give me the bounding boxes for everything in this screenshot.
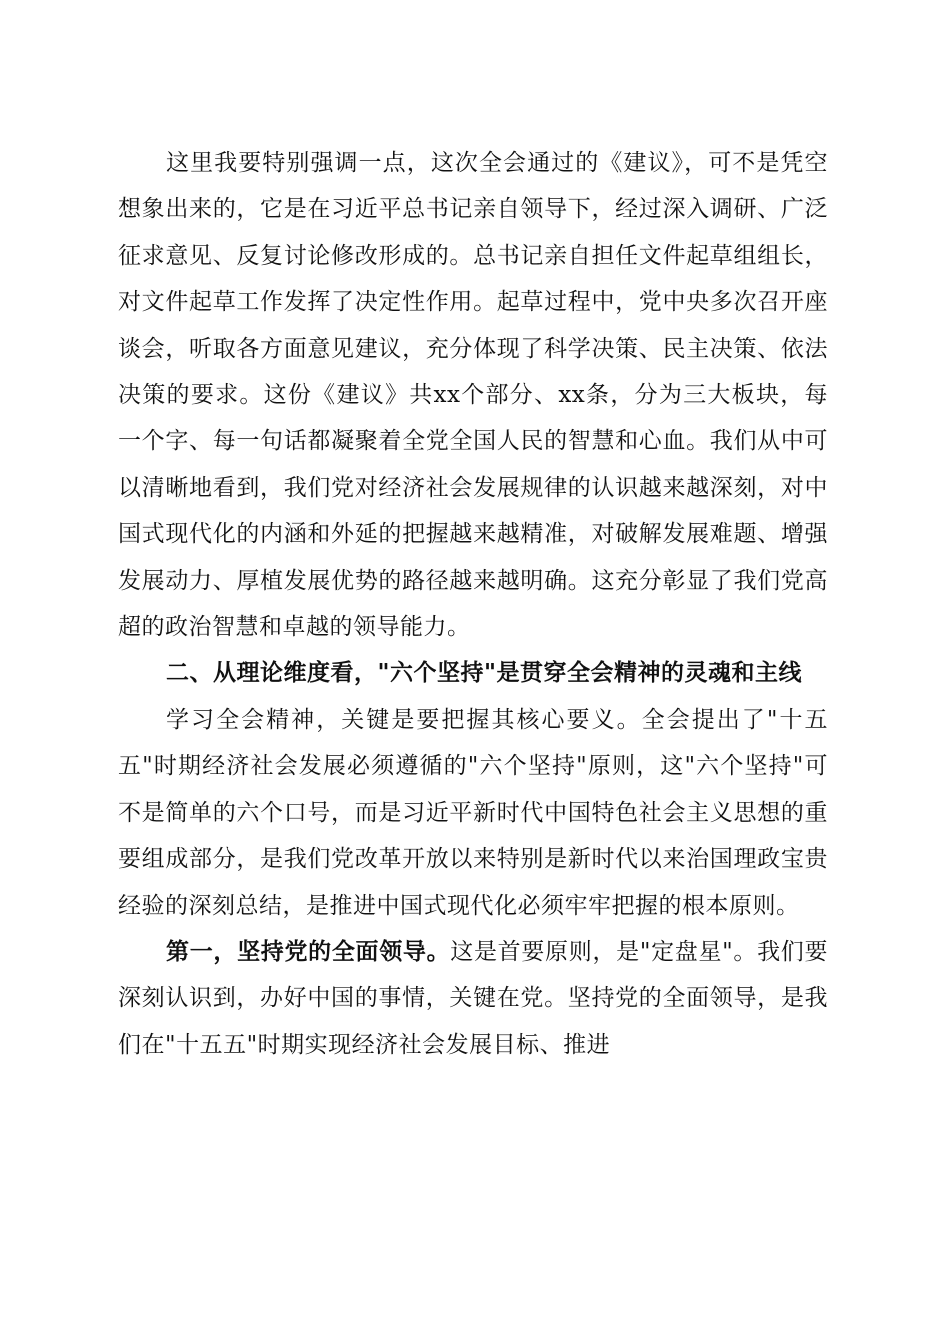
paragraph-party-leadership	[118, 929, 828, 1068]
paragraph-body-party-leadership: 这是首要原则，是"定盘星"。我们要深刻认识到，办好中国的事情，关键在党。坚持党的全面领导，是我们在"十五五"时期实现经济社会发展目标、推进	[118, 938, 828, 1058]
document-body	[118, 140, 828, 1068]
paragraph-six-principles: 学习全会精神，关键是要把握其核心要义。全会提出了"十五五"时期经济社会发展必须遵循的"六个坚持"原则，这"六个坚持"可不是简单的六个口号，而是习近平新时代中国特色社会主义思想的重要组成部分，是我们党改革开放以来特别是新时代以来治国理政宝贵经验的深刻总结，是推进中国式现代化必须牢牢把握的根本原则。	[118, 706, 828, 919]
paragraph-drafting-process: 这里我要特别强调一点，这次全会通过的《建议》，可不是凭空想象出来的，它是在习近平总书记亲自领导下，经过深入调研、广泛征求意见、反复讨论修改形成的。总书记亲自担任文件起草组组长，对文件起草工作发挥了决定性作用。起草过程中，党中央多次召开座谈会，听取各方面意见建议，充分体现了科学决策、民主决策、依法决策的要求。这份《建议》共xx个部分、xx条，分为三大板块，每一个字、每一句话都凝聚着全党全国人民的智慧和心血。我们从中可以清晰地看到，我们党对经济社会发展规律的认识越来越深刻，对中国式现代化的内涵和外延的把握越来越精准，对破解发展难题、增强发展动力、厚植发展优势的路径越来越明确。这充分彰显了我们党高超的政治智慧和卓越的领导能力。	[118, 150, 828, 641]
section-heading-theory: 二、从理论维度看，"六个坚持"是贯穿全会精神的灵魂和主线	[166, 660, 802, 687]
paragraph-lead-party-leadership: 第一，坚持党的全面领导。	[166, 938, 451, 965]
